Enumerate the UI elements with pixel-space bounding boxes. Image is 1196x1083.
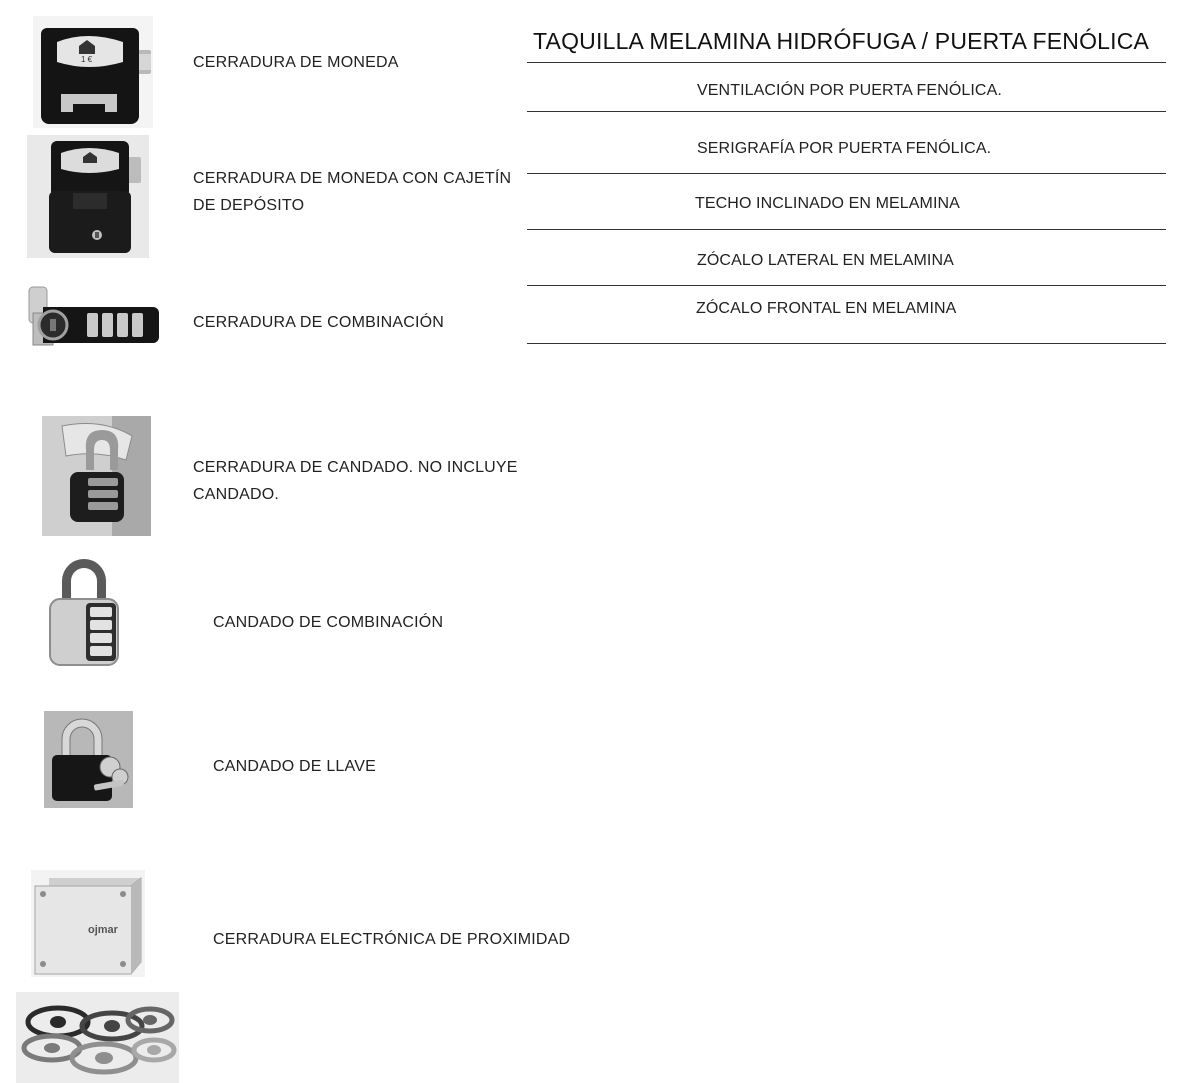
- coin-lock-deposit-label-line2: DE DEPÓSITO: [193, 197, 305, 214]
- coin-lock-label: CERRADURA DE MONEDA: [193, 54, 399, 71]
- combination-lock-icon: [25, 283, 159, 373]
- panel-title: TAQUILLA MELAMINA HIDRÓFUGA / PUERTA FENÓLICA: [533, 28, 1150, 54]
- coin-lock-deposit-label: [193, 165, 511, 219]
- key-padlock-label: CANDADO DE LLAVE: [213, 758, 376, 775]
- rfid-wristbands-icon: [16, 992, 179, 1083]
- divider: [527, 173, 1166, 174]
- option-side-plinth: ZÓCALO LATERAL EN MELAMINA: [697, 252, 954, 269]
- padlock-hasp-label: [193, 454, 518, 508]
- option-serigraphy: SERIGRAFÍA POR PUERTA FENÓLICA.: [697, 140, 992, 157]
- option-sloped-roof: TECHO INCLINADO EN MELAMINA: [695, 195, 960, 212]
- electronic-lock-label: CERRADURA ELECTRÓNICA DE PROXIMIDAD: [213, 931, 571, 948]
- divider: [527, 62, 1166, 63]
- coin-lock-deposit-label-line1: CERRADURA DE MONEDA CON CAJETÍN: [193, 170, 512, 187]
- key-padlock-icon: [44, 711, 133, 808]
- divider: [527, 343, 1166, 344]
- electronic-lock-icon: [31, 870, 145, 977]
- combination-padlock-icon: [48, 555, 120, 667]
- coin-lock-icon: [33, 16, 153, 128]
- padlock-hasp-label-line1: CERRADURA DE CANDADO. NO INCLUYE: [193, 459, 518, 476]
- combination-padlock-label: CANDADO DE COMBINACIÓN: [213, 614, 444, 631]
- divider: [527, 111, 1166, 112]
- svg-text:1 €: 1 €: [81, 55, 93, 64]
- combination-lock-label: CERRADURA DE COMBINACIÓN: [193, 314, 445, 331]
- padlock-hasp-label-line2: CANDADO.: [193, 486, 280, 503]
- padlock-hasp-icon: [42, 416, 151, 536]
- divider: [527, 229, 1166, 230]
- coin-lock-deposit-icon: [27, 135, 149, 258]
- option-ventilation: VENTILACIÓN POR PUERTA FENÓLICA.: [697, 82, 1002, 99]
- divider: [527, 285, 1166, 286]
- brand-logo: ojmar: [88, 924, 118, 936]
- option-front-plinth: ZÓCALO FRONTAL EN MELAMINA: [696, 300, 957, 317]
